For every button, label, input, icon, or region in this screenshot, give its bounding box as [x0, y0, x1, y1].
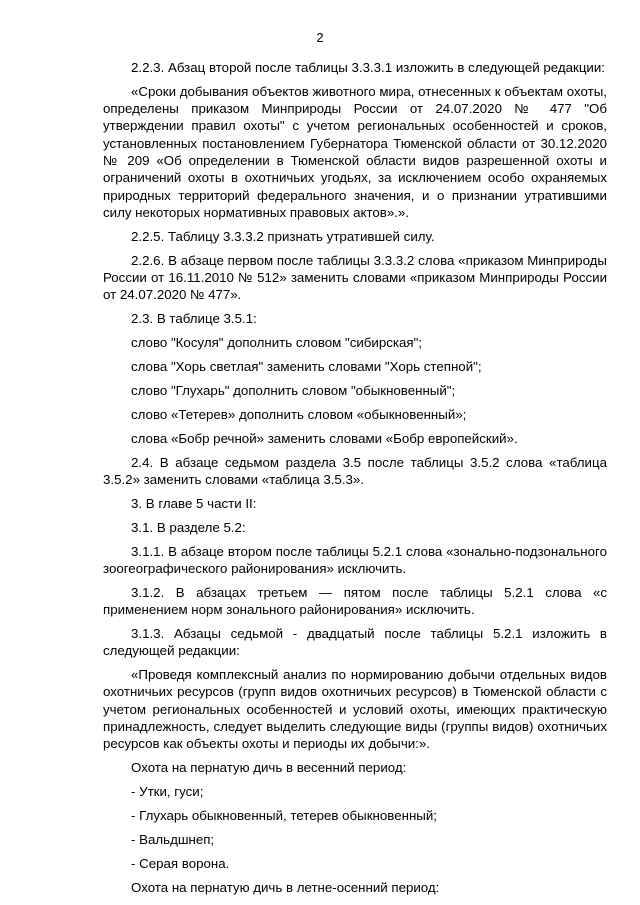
list-item-ducks-geese: - Утки, гуси; [131, 784, 204, 800]
paragraph-2-2-6: 2.2.6. В абзаце первом после таблицы 3.3.3.2 слова «приказом Минприроды России от 16.11.2010 № 512» заменить словами «приказом Минприроды России от 24.07.2020 № 477». [103, 252, 607, 303]
paragraph-spring-hunting: Охота на пернатую дичь в весенний период: [131, 760, 407, 776]
paragraph-3-1-1: 3.1.1. В абзаце втором после таблицы 5.2.1 слова «зонально-подзонального зоогеографического районирования» исключить. [103, 543, 607, 576]
paragraph-summer-autumn-hunting: Охота на пернатую дичь в летне-осенний период: [131, 879, 440, 895]
paragraph-bobr: слова «Бобр речной» заменить словами «Бобр европейский». [131, 430, 518, 446]
paragraph-teterev: слово «Тетерев» дополнить словом «обыкновенный»; [131, 406, 467, 422]
paragraph-3: 3. В главе 5 части II: [131, 495, 257, 511]
paragraph-quote-hunting-periods: «Сроки добывания объектов животного мира, отнесенных к объектам охоты, определены приказом Минприроды России от 24.07.2020 № 477 "Об утверждении правил охоты" с учетом региональных особенностей и сроков, установленных постановлением Губернатора Тюменской области от 30.12.2020 № 209 «Об определении в Тюменской области видов разрешенной охоты и ограничений охоты в охотничьих угодьях, за исключением особо охраняемых природных территорий федерального значения, и о признании утратившими силу некоторых нормативных правовых актов».». [103, 83, 607, 220]
paragraph-2-2-3: 2.2.3. Абзац второй после таблицы 3.3.3.1 изложить в следующей редакции: [131, 60, 605, 75]
paragraph-2-4: 2.4. В абзаце седьмом раздела 3.5 после таблицы 3.5.2 слова «таблица 3.5.2» заменить словами «таблица 3.5.3». [103, 454, 607, 487]
paragraph-quote-analysis: «Проведя комплексный анализ по нормированию добычи отдельных видов охотничьих ресурсов (групп видов охотничьих ресурсов) в Тюменской области с учетом региональных особенностей и условий охоты, имеющих практическую принадлежность, следует выделить следующие виды (группы видов) охотничьих ресурсов как объекты охоты и периоды их добычи:». [103, 667, 607, 752]
page-number: 2 [316, 30, 324, 45]
paragraph-kosulya: слово "Косуля" дополнить словом "сибирская"; [131, 335, 422, 351]
paragraph-hor: слова "Хорь светлая" заменить словами "Хорь степной"; [131, 359, 482, 375]
paragraph-2-3: 2.3. В таблице 3.5.1: [131, 311, 257, 327]
paragraph-3-1-2: 3.1.2. В абзацах третьем — пятом после таблицы 5.2.1 слова «с применением норм зонального районирования» исключить. [103, 584, 607, 618]
list-item-crow: - Серая ворона. [131, 855, 230, 871]
paragraph-3-1: 3.1. В разделе 5.2: [131, 519, 246, 535]
list-item-woodcock: - Вальдшнеп; [131, 831, 215, 847]
paragraph-3-1-3: 3.1.3. Абзацы седьмой - двадцатый после таблицы 5.2.1 изложить в следующей редакции: [103, 625, 607, 659]
paragraph-gluhar: слово "Глухарь" дополнить словом "обыкновенный"; [131, 382, 456, 398]
paragraph-2-2-5: 2.2.5. Таблицу 3.3.3.2 признать утратившей силу. [131, 228, 435, 244]
document-body [103, 59, 607, 896]
list-item-grouse: - Глухарь обыкновенный, тетерев обыкновенный; [131, 807, 437, 823]
